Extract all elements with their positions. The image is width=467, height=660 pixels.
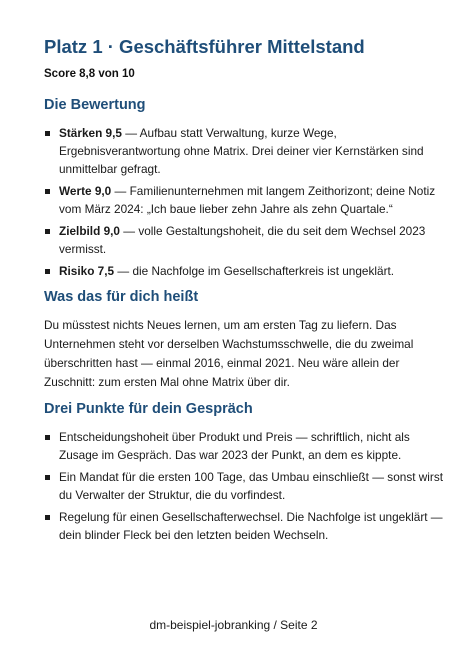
item-label: Zielbild 9,0 [59, 224, 120, 238]
bullet-square-icon [45, 269, 50, 274]
page-footer: dm-beispiel-jobranking / Seite 2 [149, 618, 318, 632]
list-item [44, 124, 444, 178]
item-text: Ein Mandat für die ersten 100 Tage, das Umbau einschließt — sonst wirst du Verwalter der Struktur, die du vorfindest. [59, 470, 444, 502]
list-item [44, 468, 444, 504]
section-heading-gespraech: Drei Punkte für dein Gespräch [44, 401, 253, 417]
item-label: Werte 9,0 [59, 184, 112, 198]
item-text: — die Nachfolge im Gesellschafterkreis ist ungeklärt. [114, 264, 395, 278]
list-item [44, 508, 444, 544]
bullet-square-icon [45, 515, 50, 520]
item-label: Risiko 7,5 [59, 264, 115, 278]
item-text: Regelung für einen Gesellschafterwechsel. Die Nachfolge ist ungeklärt — dein blinder Fleck bei den letzten beiden Wechseln. [59, 510, 443, 542]
bewertung-list [44, 124, 444, 284]
list-item [44, 262, 444, 280]
section-heading-bedeutung: Was das für dich heißt [44, 289, 199, 305]
score-line: Score 8,8 von 10 [44, 68, 135, 80]
item-text: — volle Gestaltungshoheit, die du seit dem Wechsel 2023 vermisst. [59, 224, 426, 256]
bullet-square-icon [45, 475, 50, 480]
list-item [44, 182, 444, 218]
page-title: Platz 1 · Geschäftsführer Mittelstand [44, 36, 365, 57]
gespraech-list [44, 428, 444, 548]
section-heading-bewertung: Die Bewertung [44, 97, 146, 113]
bedeutung-paragraph: Du müsstest nichts Neues lernen, um am ersten Tag zu liefern. Das Unternehmen steht vor derselben Wachstumsschwelle, die du zweimal überschritten hast — einmal 2016, einmal 2021. Neu wäre allein der Zuschnitt: zum ersten Mal ohne Matrix über dir. [44, 318, 414, 389]
bullet-square-icon [45, 131, 50, 136]
item-text: — Aufbau statt Verwaltung, kurze Wege, Ergebnisverantwortung ohne Matrix. Drei deiner vier Kernstärken sind unmittelbar gefragt. [59, 126, 424, 176]
item-label: Stärken 9,5 [59, 126, 122, 140]
list-item [44, 222, 444, 258]
bullet-square-icon [45, 435, 50, 440]
bullet-square-icon [45, 189, 50, 194]
list-item [44, 428, 444, 464]
item-text: — Familienunternehmen mit langem Zeithorizont; deine Notiz vom März 2024: „Ich baue lieber zehn Jahre als zehn Quartale.“ [59, 184, 436, 216]
item-text: Entscheidungshoheit über Produkt und Preis — schriftlich, nicht als Zusage im Gespräch. Das war 2023 der Punkt, an dem es kippte. [59, 430, 410, 462]
bullet-square-icon [45, 229, 50, 234]
